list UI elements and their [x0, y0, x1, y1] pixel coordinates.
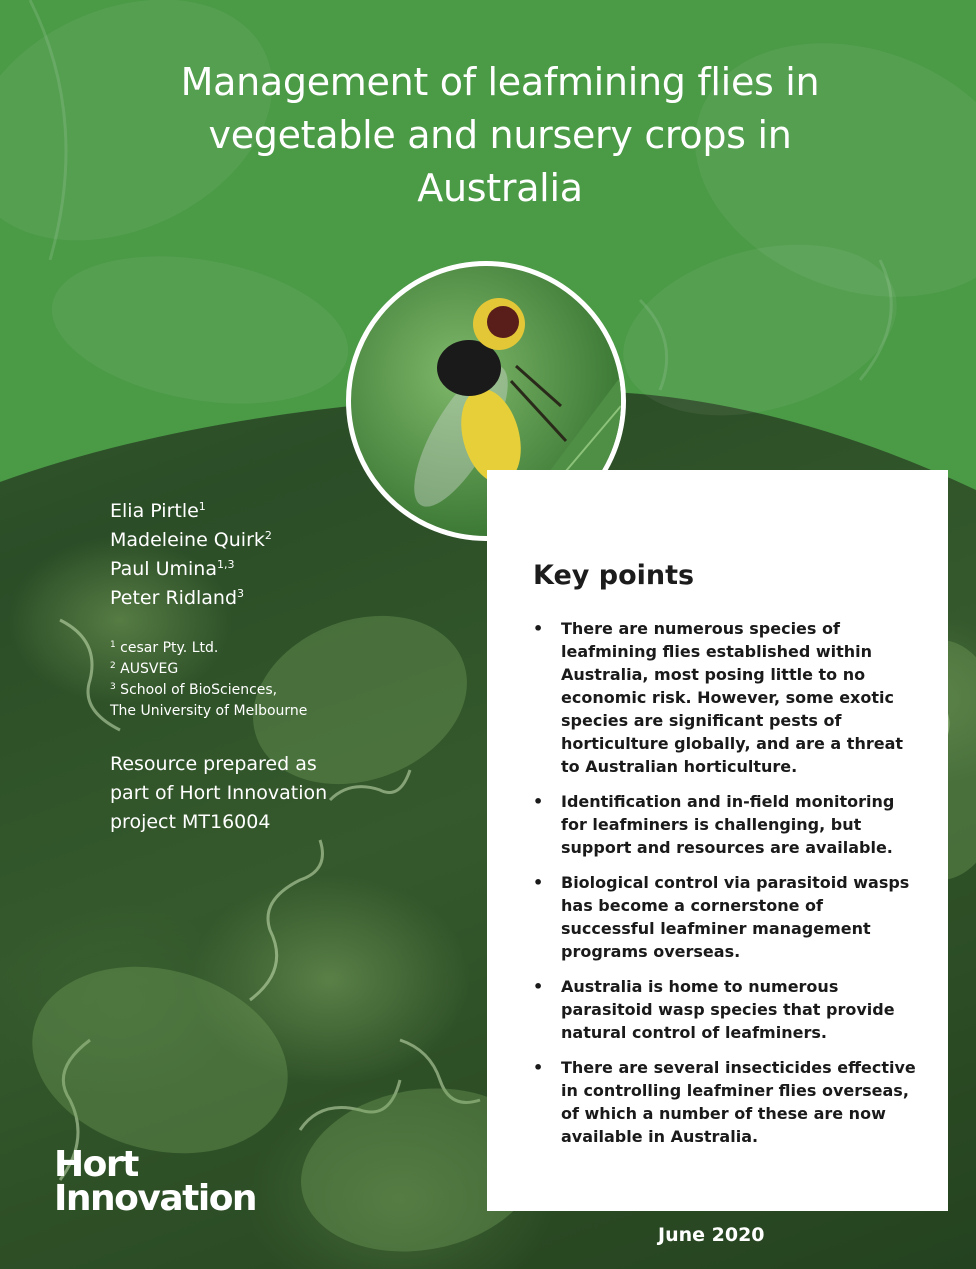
bullet-icon: • — [533, 977, 544, 996]
author-name: Elia Pirtle$^1$ — [110, 500, 206, 522]
key-point-item: • There are several insecticides effective in controlling leafminer flies overseas, of which a number of these are now available in Australia. — [533, 1058, 916, 1146]
bullet-icon: • — [533, 792, 544, 811]
affiliation: The University of Melbourne — [110, 703, 308, 719]
bullet-icon: • — [533, 1058, 544, 1077]
publication-date: June 2020 — [658, 1224, 765, 1246]
key-point-item: • Biological control via parasitoid wasps has become a cornerstone of successful leafminer management programs overseas. — [533, 873, 910, 961]
project-note-line: Resource prepared as — [110, 753, 317, 775]
key-point-item: • Identification and in-field monitoring for leafminers is challenging, but support and resources are available. — [533, 792, 895, 857]
affiliation: $^2$ AUSVEG — [110, 661, 179, 677]
author-name: Madeleine Quirk$^2$ — [110, 529, 272, 551]
project-note-line: part of Hort Innovation — [110, 782, 328, 804]
author-name: Peter Ridland$^3$ — [110, 587, 245, 609]
project-note — [110, 750, 327, 837]
bullet-icon: • — [533, 873, 544, 892]
affiliation-list — [110, 638, 307, 722]
key-points-list — [533, 617, 918, 1160]
key-points-heading: Key points — [533, 560, 695, 591]
hort-innovation-logo: Hort Innovation — [54, 1144, 257, 1219]
affiliation: $^1$ cesar Pty. Ltd. — [110, 640, 219, 656]
author-list — [110, 497, 272, 613]
project-note-line: project MT16004 — [110, 811, 271, 833]
author-name: Paul Umina$^{1,3}$ — [110, 558, 235, 580]
bullet-icon: • — [533, 619, 544, 638]
affiliation: $^3$ School of BioSciences, — [110, 682, 278, 698]
document-title: Management of leafmining flies in vegetable and nursery crops in Australia — [180, 60, 820, 210]
key-point-item: • Australia is home to numerous parasitoid wasp species that provide natural control of leafminers. — [533, 977, 895, 1042]
key-point-item: • There are numerous species of leafmining flies established within Australia, most posing little to no economic risk. However, some exotic species are significant pests of horticulture globally, and are a threat to Australian horticulture. — [533, 619, 904, 776]
